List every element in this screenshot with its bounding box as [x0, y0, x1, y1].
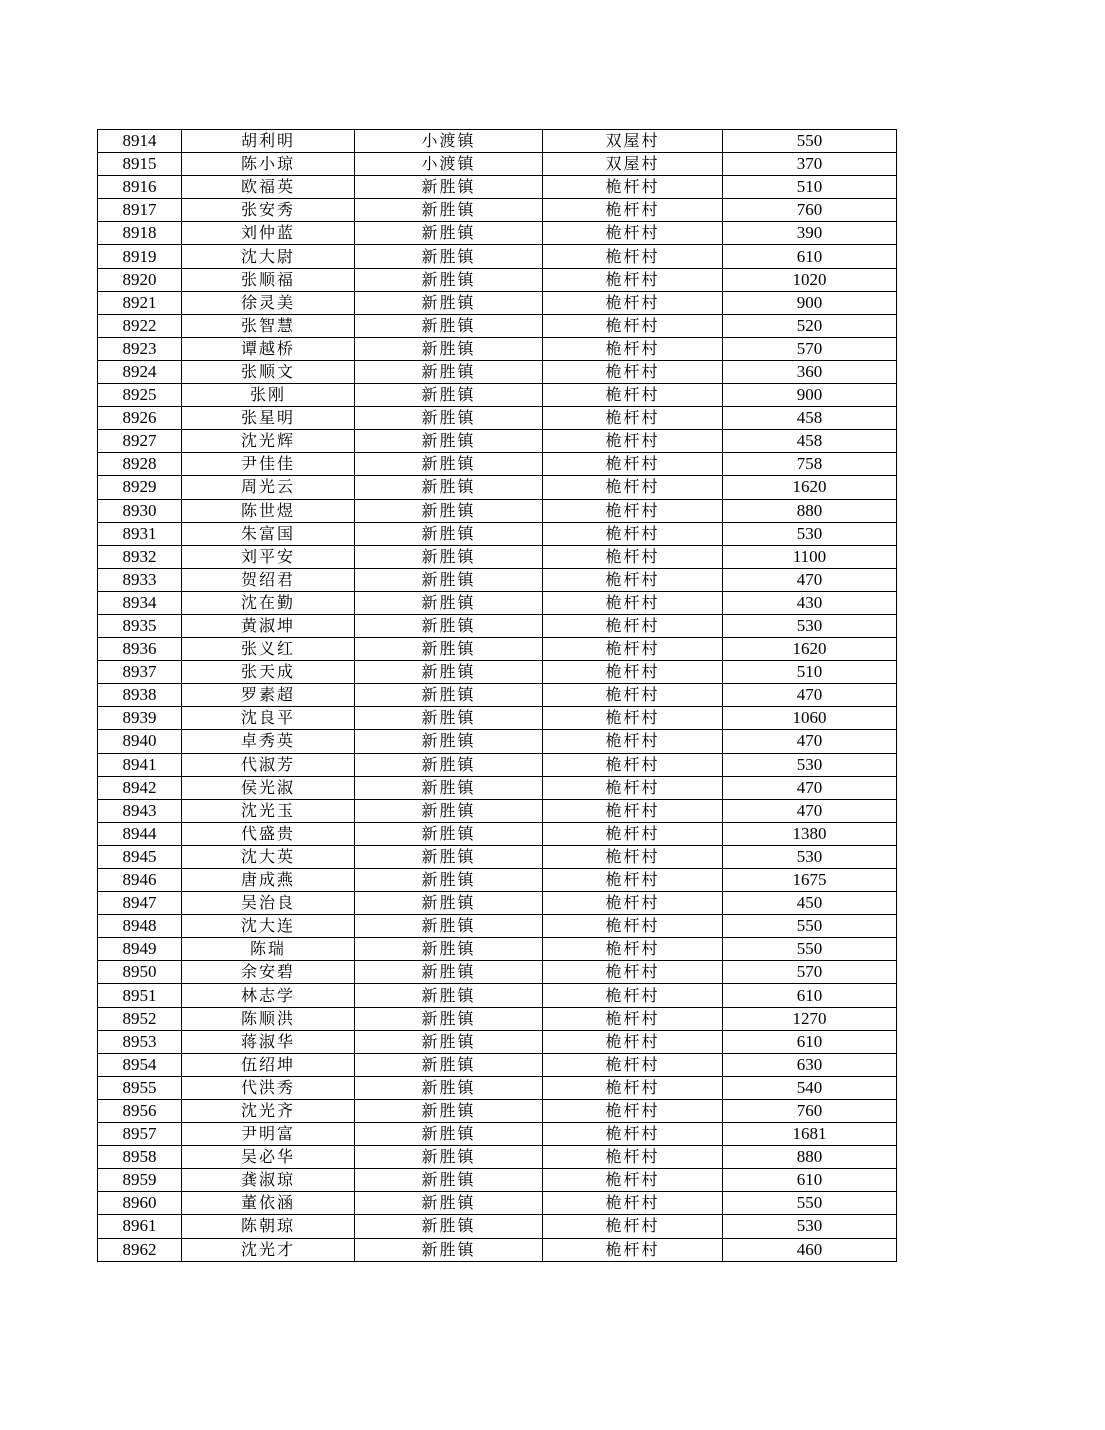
- row-number-cell: 8951: [98, 984, 182, 1007]
- amount-cell: 550: [723, 130, 897, 153]
- row-number-cell: 8954: [98, 1053, 182, 1076]
- name-cell: 陈顺洪: [182, 1007, 355, 1030]
- row-number-cell: 8955: [98, 1076, 182, 1099]
- amount-cell: 880: [723, 1146, 897, 1169]
- name-cell: 刘平安: [182, 545, 355, 568]
- table-row: [98, 799, 897, 822]
- town-cell: 新胜镇: [355, 961, 543, 984]
- row-number-cell: 8921: [98, 291, 182, 314]
- table-row: [98, 1099, 897, 1122]
- town-cell: 新胜镇: [355, 638, 543, 661]
- town-cell: 新胜镇: [355, 707, 543, 730]
- village-cell: 双屋村: [543, 130, 723, 153]
- row-number-cell: 8926: [98, 407, 182, 430]
- name-cell: 陈瑞: [182, 938, 355, 961]
- table-row: [98, 430, 897, 453]
- amount-cell: 530: [723, 522, 897, 545]
- village-cell: 桅杆村: [543, 476, 723, 499]
- amount-cell: 540: [723, 1076, 897, 1099]
- table-row: [98, 591, 897, 614]
- row-number-cell: 8946: [98, 869, 182, 892]
- row-number-cell: 8962: [98, 1238, 182, 1261]
- village-cell: 桅杆村: [543, 661, 723, 684]
- row-number-cell: 8945: [98, 845, 182, 868]
- name-cell: 沈大英: [182, 845, 355, 868]
- village-cell: 桅杆村: [543, 730, 723, 753]
- village-cell: 桅杆村: [543, 245, 723, 268]
- town-cell: 新胜镇: [355, 892, 543, 915]
- amount-cell: 458: [723, 407, 897, 430]
- table-row: [98, 291, 897, 314]
- amount-cell: 530: [723, 614, 897, 637]
- row-number-cell: 8933: [98, 568, 182, 591]
- village-cell: 桅杆村: [543, 1238, 723, 1261]
- town-cell: 新胜镇: [355, 869, 543, 892]
- amount-cell: 1060: [723, 707, 897, 730]
- name-cell: 沈光玉: [182, 799, 355, 822]
- table-row: [98, 476, 897, 499]
- name-cell: 沈光辉: [182, 430, 355, 453]
- town-cell: 新胜镇: [355, 176, 543, 199]
- village-cell: 桅杆村: [543, 1099, 723, 1122]
- amount-cell: 530: [723, 753, 897, 776]
- table-row: [98, 499, 897, 522]
- name-cell: 张顺福: [182, 268, 355, 291]
- table-row: [98, 268, 897, 291]
- name-cell: 周光云: [182, 476, 355, 499]
- table-row: [98, 199, 897, 222]
- town-cell: 新胜镇: [355, 1007, 543, 1030]
- village-cell: 桅杆村: [543, 614, 723, 637]
- amount-cell: 900: [723, 384, 897, 407]
- table-row: [98, 1123, 897, 1146]
- amount-cell: 460: [723, 1238, 897, 1261]
- amount-cell: 470: [723, 684, 897, 707]
- name-cell: 伍绍坤: [182, 1053, 355, 1076]
- name-cell: 尹佳佳: [182, 453, 355, 476]
- name-cell: 刘仲蓝: [182, 222, 355, 245]
- amount-cell: 470: [723, 799, 897, 822]
- row-number-cell: 8940: [98, 730, 182, 753]
- amount-cell: 458: [723, 430, 897, 453]
- town-cell: 新胜镇: [355, 384, 543, 407]
- name-cell: 沈大连: [182, 915, 355, 938]
- village-cell: 桅杆村: [543, 915, 723, 938]
- town-cell: 新胜镇: [355, 337, 543, 360]
- amount-cell: 1675: [723, 869, 897, 892]
- town-cell: 新胜镇: [355, 199, 543, 222]
- amount-cell: 758: [723, 453, 897, 476]
- village-cell: 桅杆村: [543, 407, 723, 430]
- town-cell: 新胜镇: [355, 845, 543, 868]
- name-cell: 龚淑琼: [182, 1169, 355, 1192]
- name-cell: 唐成燕: [182, 869, 355, 892]
- village-cell: 桅杆村: [543, 892, 723, 915]
- table-row: [98, 776, 897, 799]
- table-row: [98, 1238, 897, 1261]
- town-cell: 新胜镇: [355, 915, 543, 938]
- row-number-cell: 8927: [98, 430, 182, 453]
- table-row: [98, 1215, 897, 1238]
- name-cell: 蒋淑华: [182, 1030, 355, 1053]
- village-cell: 桅杆村: [543, 314, 723, 337]
- name-cell: 贺绍君: [182, 568, 355, 591]
- row-number-cell: 8950: [98, 961, 182, 984]
- amount-cell: 1620: [723, 638, 897, 661]
- row-number-cell: 8957: [98, 1123, 182, 1146]
- town-cell: 新胜镇: [355, 1238, 543, 1261]
- amount-cell: 530: [723, 845, 897, 868]
- table-body: [98, 130, 897, 1262]
- table-row: [98, 961, 897, 984]
- village-cell: 桅杆村: [543, 1169, 723, 1192]
- row-number-cell: 8938: [98, 684, 182, 707]
- table-row: [98, 337, 897, 360]
- amount-cell: 610: [723, 245, 897, 268]
- name-cell: 张安秀: [182, 199, 355, 222]
- amount-cell: 610: [723, 1169, 897, 1192]
- town-cell: 新胜镇: [355, 245, 543, 268]
- amount-cell: 900: [723, 291, 897, 314]
- table-row: [98, 568, 897, 591]
- name-cell: 谭越桥: [182, 337, 355, 360]
- row-number-cell: 8947: [98, 892, 182, 915]
- amount-cell: 390: [723, 222, 897, 245]
- town-cell: 新胜镇: [355, 568, 543, 591]
- table-row: [98, 522, 897, 545]
- village-cell: 双屋村: [543, 153, 723, 176]
- town-cell: 小渡镇: [355, 130, 543, 153]
- table-row: [98, 545, 897, 568]
- table-row: [98, 638, 897, 661]
- amount-cell: 510: [723, 176, 897, 199]
- town-cell: 新胜镇: [355, 453, 543, 476]
- town-cell: 新胜镇: [355, 1030, 543, 1053]
- town-cell: 新胜镇: [355, 1076, 543, 1099]
- village-cell: 桅杆村: [543, 545, 723, 568]
- row-number-cell: 8944: [98, 822, 182, 845]
- table-row: [98, 453, 897, 476]
- amount-cell: 880: [723, 499, 897, 522]
- table-row: [98, 1169, 897, 1192]
- row-number-cell: 8943: [98, 799, 182, 822]
- row-number-cell: 8918: [98, 222, 182, 245]
- row-number-cell: 8937: [98, 661, 182, 684]
- table-row: [98, 1146, 897, 1169]
- amount-cell: 450: [723, 892, 897, 915]
- village-cell: 桅杆村: [543, 591, 723, 614]
- town-cell: 新胜镇: [355, 476, 543, 499]
- amount-cell: 470: [723, 730, 897, 753]
- amount-cell: 550: [723, 1192, 897, 1215]
- name-cell: 董依涵: [182, 1192, 355, 1215]
- town-cell: 新胜镇: [355, 291, 543, 314]
- name-cell: 吴治良: [182, 892, 355, 915]
- table-row: [98, 360, 897, 383]
- table-row: [98, 753, 897, 776]
- name-cell: 张刚: [182, 384, 355, 407]
- row-number-cell: 8960: [98, 1192, 182, 1215]
- table-row: [98, 730, 897, 753]
- table-row: [98, 1192, 897, 1215]
- town-cell: 新胜镇: [355, 499, 543, 522]
- village-cell: 桅杆村: [543, 268, 723, 291]
- row-number-cell: 8936: [98, 638, 182, 661]
- village-cell: 桅杆村: [543, 1215, 723, 1238]
- town-cell: 新胜镇: [355, 1099, 543, 1122]
- amount-cell: 760: [723, 199, 897, 222]
- table-row: [98, 153, 897, 176]
- town-cell: 新胜镇: [355, 614, 543, 637]
- town-cell: 新胜镇: [355, 661, 543, 684]
- village-cell: 桅杆村: [543, 869, 723, 892]
- row-number-cell: 8949: [98, 938, 182, 961]
- table-row: [98, 1030, 897, 1053]
- town-cell: 新胜镇: [355, 430, 543, 453]
- name-cell: 代淑芳: [182, 753, 355, 776]
- row-number-cell: 8952: [98, 1007, 182, 1030]
- row-number-cell: 8930: [98, 499, 182, 522]
- table-row: [98, 984, 897, 1007]
- town-cell: 新胜镇: [355, 268, 543, 291]
- table-row: [98, 245, 897, 268]
- amount-cell: 610: [723, 984, 897, 1007]
- table-row: [98, 222, 897, 245]
- table-row: [98, 661, 897, 684]
- name-cell: 陈朝琼: [182, 1215, 355, 1238]
- village-cell: 桅杆村: [543, 684, 723, 707]
- amount-cell: 1270: [723, 1007, 897, 1030]
- name-cell: 陈小琼: [182, 153, 355, 176]
- table-row: [98, 822, 897, 845]
- town-cell: 新胜镇: [355, 1053, 543, 1076]
- row-number-cell: 8916: [98, 176, 182, 199]
- village-cell: 桅杆村: [543, 176, 723, 199]
- village-cell: 桅杆村: [543, 291, 723, 314]
- row-number-cell: 8919: [98, 245, 182, 268]
- amount-cell: 1380: [723, 822, 897, 845]
- amount-cell: 520: [723, 314, 897, 337]
- amount-cell: 550: [723, 915, 897, 938]
- data-table: [97, 129, 897, 1262]
- row-number-cell: 8931: [98, 522, 182, 545]
- amount-cell: 370: [723, 153, 897, 176]
- village-cell: 桅杆村: [543, 360, 723, 383]
- table-row: [98, 130, 897, 153]
- name-cell: 张顺文: [182, 360, 355, 383]
- name-cell: 卓秀英: [182, 730, 355, 753]
- row-number-cell: 8923: [98, 337, 182, 360]
- table-row: [98, 845, 897, 868]
- village-cell: 桅杆村: [543, 384, 723, 407]
- amount-cell: 570: [723, 961, 897, 984]
- amount-cell: 1681: [723, 1123, 897, 1146]
- village-cell: 桅杆村: [543, 1030, 723, 1053]
- town-cell: 新胜镇: [355, 314, 543, 337]
- name-cell: 沈光才: [182, 1238, 355, 1261]
- amount-cell: 630: [723, 1053, 897, 1076]
- name-cell: 胡利明: [182, 130, 355, 153]
- row-number-cell: 8929: [98, 476, 182, 499]
- village-cell: 桅杆村: [543, 753, 723, 776]
- village-cell: 桅杆村: [543, 1007, 723, 1030]
- row-number-cell: 8958: [98, 1146, 182, 1169]
- town-cell: 新胜镇: [355, 776, 543, 799]
- amount-cell: 430: [723, 591, 897, 614]
- village-cell: 桅杆村: [543, 1076, 723, 1099]
- village-cell: 桅杆村: [543, 499, 723, 522]
- name-cell: 沈光齐: [182, 1099, 355, 1122]
- amount-cell: 470: [723, 776, 897, 799]
- name-cell: 沈大尉: [182, 245, 355, 268]
- table-row: [98, 684, 897, 707]
- village-cell: 桅杆村: [543, 822, 723, 845]
- village-cell: 桅杆村: [543, 1123, 723, 1146]
- town-cell: 新胜镇: [355, 1215, 543, 1238]
- amount-cell: 360: [723, 360, 897, 383]
- name-cell: 张智慧: [182, 314, 355, 337]
- name-cell: 徐灵美: [182, 291, 355, 314]
- name-cell: 侯光淑: [182, 776, 355, 799]
- town-cell: 新胜镇: [355, 407, 543, 430]
- table-row: [98, 938, 897, 961]
- village-cell: 桅杆村: [543, 1053, 723, 1076]
- village-cell: 桅杆村: [543, 638, 723, 661]
- village-cell: 桅杆村: [543, 1146, 723, 1169]
- name-cell: 陈世煜: [182, 499, 355, 522]
- row-number-cell: 8959: [98, 1169, 182, 1192]
- row-number-cell: 8925: [98, 384, 182, 407]
- amount-cell: 610: [723, 1030, 897, 1053]
- row-number-cell: 8941: [98, 753, 182, 776]
- name-cell: 代洪秀: [182, 1076, 355, 1099]
- table-row: [98, 707, 897, 730]
- town-cell: 新胜镇: [355, 360, 543, 383]
- amount-cell: 530: [723, 1215, 897, 1238]
- name-cell: 代盛贵: [182, 822, 355, 845]
- name-cell: 沈在勤: [182, 591, 355, 614]
- town-cell: 小渡镇: [355, 153, 543, 176]
- village-cell: 桅杆村: [543, 522, 723, 545]
- name-cell: 余安碧: [182, 961, 355, 984]
- village-cell: 桅杆村: [543, 776, 723, 799]
- town-cell: 新胜镇: [355, 522, 543, 545]
- amount-cell: 550: [723, 938, 897, 961]
- table-row: [98, 1007, 897, 1030]
- village-cell: 桅杆村: [543, 568, 723, 591]
- table-row: [98, 1053, 897, 1076]
- row-number-cell: 8914: [98, 130, 182, 153]
- row-number-cell: 8934: [98, 591, 182, 614]
- name-cell: 朱富国: [182, 522, 355, 545]
- amount-cell: 1620: [723, 476, 897, 499]
- row-number-cell: 8920: [98, 268, 182, 291]
- table-row: [98, 614, 897, 637]
- town-cell: 新胜镇: [355, 222, 543, 245]
- village-cell: 桅杆村: [543, 337, 723, 360]
- table-row: [98, 407, 897, 430]
- town-cell: 新胜镇: [355, 1192, 543, 1215]
- name-cell: 吴必华: [182, 1146, 355, 1169]
- row-number-cell: 8953: [98, 1030, 182, 1053]
- village-cell: 桅杆村: [543, 961, 723, 984]
- name-cell: 欧福英: [182, 176, 355, 199]
- village-cell: 桅杆村: [543, 222, 723, 245]
- town-cell: 新胜镇: [355, 1123, 543, 1146]
- row-number-cell: 8948: [98, 915, 182, 938]
- name-cell: 林志学: [182, 984, 355, 1007]
- amount-cell: 470: [723, 568, 897, 591]
- name-cell: 黄淑坤: [182, 614, 355, 637]
- table-row: [98, 869, 897, 892]
- name-cell: 罗素超: [182, 684, 355, 707]
- row-number-cell: 8928: [98, 453, 182, 476]
- amount-cell: 760: [723, 1099, 897, 1122]
- name-cell: 张天成: [182, 661, 355, 684]
- amount-cell: 1020: [723, 268, 897, 291]
- town-cell: 新胜镇: [355, 984, 543, 1007]
- town-cell: 新胜镇: [355, 822, 543, 845]
- row-number-cell: 8939: [98, 707, 182, 730]
- table-row: [98, 176, 897, 199]
- village-cell: 桅杆村: [543, 984, 723, 1007]
- village-cell: 桅杆村: [543, 430, 723, 453]
- town-cell: 新胜镇: [355, 730, 543, 753]
- town-cell: 新胜镇: [355, 753, 543, 776]
- town-cell: 新胜镇: [355, 591, 543, 614]
- table-row: [98, 892, 897, 915]
- row-number-cell: 8935: [98, 614, 182, 637]
- amount-cell: 510: [723, 661, 897, 684]
- village-cell: 桅杆村: [543, 845, 723, 868]
- village-cell: 桅杆村: [543, 938, 723, 961]
- village-cell: 桅杆村: [543, 799, 723, 822]
- name-cell: 张义红: [182, 638, 355, 661]
- amount-cell: 570: [723, 337, 897, 360]
- town-cell: 新胜镇: [355, 684, 543, 707]
- town-cell: 新胜镇: [355, 1169, 543, 1192]
- name-cell: 尹明富: [182, 1123, 355, 1146]
- name-cell: 沈良平: [182, 707, 355, 730]
- row-number-cell: 8924: [98, 360, 182, 383]
- village-cell: 桅杆村: [543, 707, 723, 730]
- amount-cell: 1100: [723, 545, 897, 568]
- table-row: [98, 1076, 897, 1099]
- row-number-cell: 8942: [98, 776, 182, 799]
- row-number-cell: 8961: [98, 1215, 182, 1238]
- town-cell: 新胜镇: [355, 545, 543, 568]
- row-number-cell: 8932: [98, 545, 182, 568]
- name-cell: 张星明: [182, 407, 355, 430]
- row-number-cell: 8922: [98, 314, 182, 337]
- village-cell: 桅杆村: [543, 199, 723, 222]
- table-row: [98, 915, 897, 938]
- village-cell: 桅杆村: [543, 1192, 723, 1215]
- town-cell: 新胜镇: [355, 1146, 543, 1169]
- table-row: [98, 314, 897, 337]
- row-number-cell: 8915: [98, 153, 182, 176]
- row-number-cell: 8917: [98, 199, 182, 222]
- row-number-cell: 8956: [98, 1099, 182, 1122]
- town-cell: 新胜镇: [355, 799, 543, 822]
- table-row: [98, 384, 897, 407]
- village-cell: 桅杆村: [543, 453, 723, 476]
- town-cell: 新胜镇: [355, 938, 543, 961]
